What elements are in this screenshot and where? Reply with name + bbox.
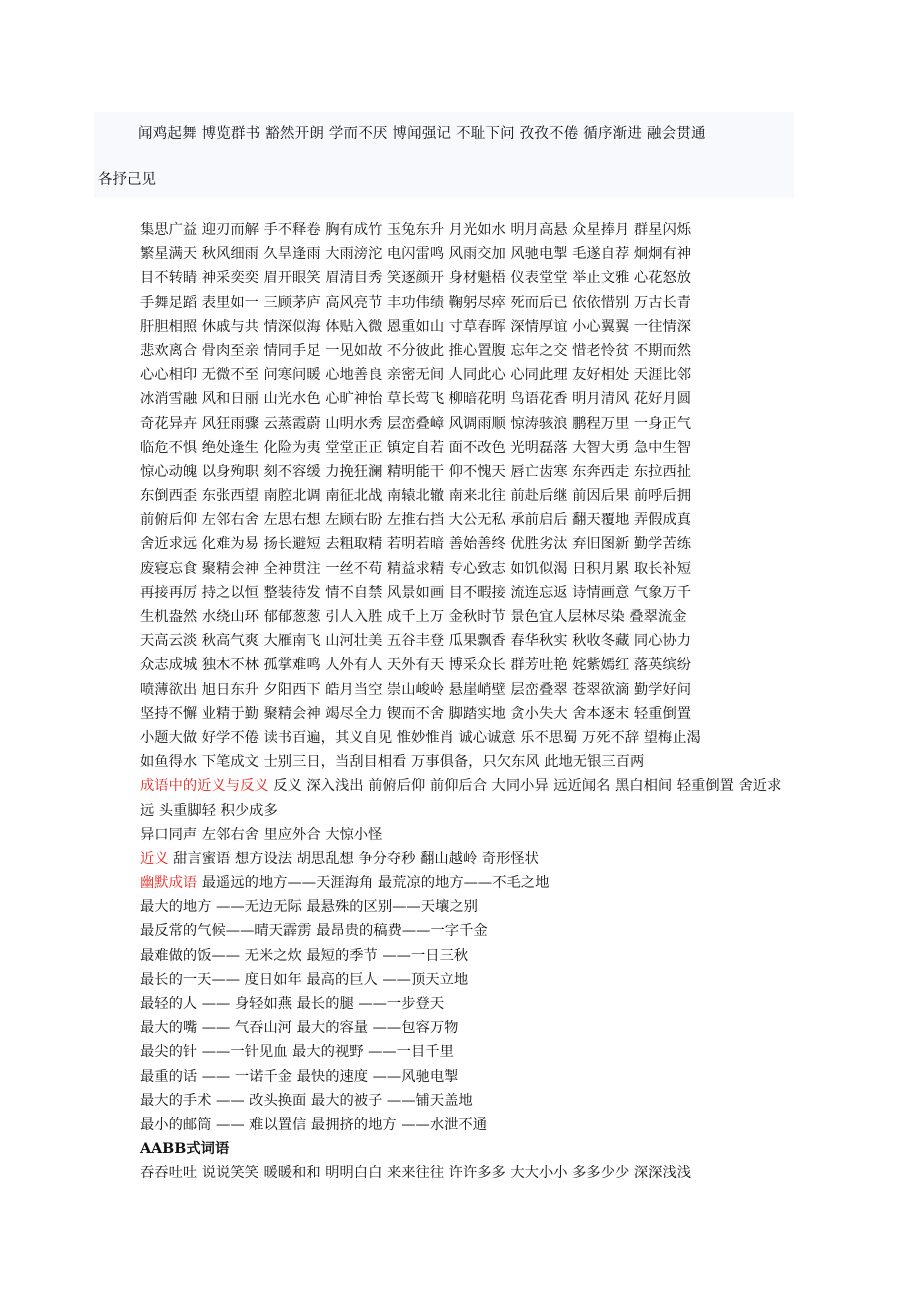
synonym-heading: 近义 [140, 850, 169, 867]
idiom-line: 再接再厉 持之以恒 整装待发 情不自禁 风景如画 目不暇接 流连忘返 诗情画意 气象万千 [140, 584, 692, 601]
idiom-line: 前俯后仰 左邻右舍 左思右想 左顾右盼 左推右挡 大公无私 承前启后 翻天覆地 弄假成真 [140, 512, 692, 529]
idiom-line: 众志成城 独木不林 孤掌难鸣 人外有人 天外有天 博采众长 群芳吐艳 姹紫嫣红 落英缤纷 [140, 657, 692, 674]
synonym-text: 甜言蜜语 想方设法 胡思乱想 争分夺秒 翻山越岭 奇形怪状 [168, 850, 539, 867]
idiom-list [140, 218, 795, 774]
humor-line: 最大的嘴 —— 气吞山河 最大的容量 ——包容万物 [140, 1020, 459, 1037]
humor-line: 最反常的气候——晴天霹雳 最昂贵的稿费——一字千金 [140, 923, 488, 940]
humor-heading: 幽默成语 [140, 875, 198, 892]
humor-text: 最遥远的地方——天涯海角 最荒凉的地方——不毛之地 [197, 875, 550, 892]
idiom-line: 心心相印 无微不至 问寒问暖 心地善良 亲密无间 人同此心 心同此理 友好相处 天涯比邻 [140, 367, 692, 384]
idiom-line: 手舞足蹈 表里如一 三顾茅庐 高风亮节 丰功伟绩 鞠躬尽瘁 死而后已 依依惜别 万古长青 [140, 294, 692, 311]
idiom-line: 坚持不懈 业精于勤 聚精会神 竭尽全力 锲而不舍 脚踏实地 贪小失大 舍本逐末 轻重倒置 [140, 705, 692, 722]
aabb-line: 吞吞吐吐 说说笑笑 暖暖和和 明明白白 来来往往 许许多多 大大小小 多多少少 深深浅浅 [140, 1165, 692, 1182]
humor-line: 最小的邮筒 —— 难以置信 最拥挤的地方 ——水泄不通 [140, 1116, 488, 1133]
humor-line: 最大的地方 ——无边无际 最悬殊的区别——天壤之别 [140, 899, 478, 916]
idiom-line: 奇花异卉 风狂雨骤 云蒸霞蔚 山明水秀 层峦叠嶂 风调雨顺 惊涛骇浪 鹏程万里 一身正气 [140, 415, 692, 432]
humor-line: 最长的一天—— 度日如年 最高的巨人 ——顶天立地 [140, 971, 469, 988]
humor-line: 最尖的针 ——一针见血 最大的视野 ——一目千里 [140, 1044, 454, 1061]
idiom-line: 目不转睛 神采奕奕 眉开眼笑 眉清目秀 笑逐颜开 身材魁梧 仪表堂堂 举止文雅 心花怒放 [140, 270, 692, 287]
antonym-heading: 成语中的近义与反义 [140, 778, 269, 795]
idiom-line: 肝胆相照 休戚与共 情深似海 体贴入微 恩重如山 寸草春晖 深情厚谊 小心翼翼 一往情深 [140, 318, 692, 335]
humor-line: 最重的话 —— 一诺千金 最快的速度 ——风驰电掣 [140, 1068, 459, 1085]
humor-list [140, 895, 795, 1137]
document-body [140, 218, 795, 1186]
synonym-paragraph [140, 847, 795, 871]
idiom-line: 天高云淡 秋高气爽 大雁南飞 山河壮美 五谷丰登 瓜果飘香 春华秋实 秋收冬藏 同心协力 [140, 633, 692, 650]
antonym-text: 反义 深入浅出 前俯后仰 前仰后合 大同小异 远近闻名 黑白相间 轻重倒置 舍近求远 头重脚轻 积少成多 [140, 778, 782, 819]
humor-line: 最难做的饭—— 无米之炊 最短的季节 ——一日三秋 [140, 947, 469, 964]
idiom-line: 生机盎然 水绕山环 郁郁葱葱 引人入胜 成千上万 金秋时节 景色宜人层林尽染 叠翠流金 [140, 609, 687, 625]
idiom-line: 集思广益 迎刃而解 手不释卷 胸有成竹 玉兔东升 月光如水 明月高悬 众星捧月 群星闪烁 [140, 222, 692, 238]
idiom-line: 小题大做 好学不倦 读书百遍，其义自见 惟妙惟肖 诚心诚意 乐不思蜀 万死不辞 望梅止渴 [140, 729, 701, 746]
idiom-line: 惊心动魄 以身殉职 刻不容缓 力挽狂澜 精明能干 仰不愧天 唇亡齿寒 东奔西走 东拉西扯 [140, 463, 692, 480]
idiom-line: 繁星满天 秋风细雨 久旱逢雨 大雨滂沱 电闪雷鸣 风雨交加 风驰电掣 毛遂自荐 炯炯有神 [140, 246, 692, 263]
idiom-line: 悲欢离合 骨肉至亲 情同手足 一见如故 不分彼此 推心置腹 忘年之交 惜老怜贫 不期而然 [140, 342, 692, 359]
humor-paragraph [140, 871, 795, 895]
aabb-heading: AABB式词语 [140, 1141, 230, 1158]
idiom-line: 临危不惧 绝处逢生 化险为夷 堂堂正正 镇定自若 面不改色 光明磊落 大智大勇 急中生智 [140, 439, 692, 456]
idiom-line: 东倒西歪 东张西望 南腔北调 南征北战 南辕北辙 南来北往 前赴后继 前因后果 前呼后拥 [140, 488, 692, 505]
antonym-paragraph [140, 774, 795, 822]
idiom-line: 如鱼得水 下笔成文 士别三日，当刮目相看 万事俱备，只欠东风 此地无银三百两 [140, 754, 645, 771]
idiom-line: 喷薄欲出 旭日东升 夕阳西下 皓月当空 崇山峻岭 悬崖峭壁 层峦叠翠 苍翠欲滴 勤学好问 [140, 681, 692, 698]
idiom-line: 废寝忘食 聚精会神 全神贯注 一丝不苟 精益求精 专心致志 如饥似渴 日积月累 取长补短 [140, 560, 692, 577]
idiom-line: 冰消雪融 风和日丽 山光水色 心旷神怡 草长莺飞 柳暗花明 鸟语花香 明月清风 花好月圆 [140, 391, 692, 408]
shaded-line-2: 各抒己见 [98, 172, 156, 188]
humor-line: 最大的手术 —— 改头换面 最大的被子 ——铺天盖地 [140, 1092, 473, 1109]
shaded-idiom-block [94, 112, 794, 198]
shaded-line-1: 闻鸡起舞 博览群书 豁然开朗 学而不厌 博闻强记 不耻下问 孜孜不倦 循序渐进 融会贯通 [138, 126, 706, 142]
humor-line: 最轻的人 —— 身轻如燕 最长的腿 ——一步登天 [140, 996, 445, 1013]
antonym-line-2: 异口同声 左邻右舍 里应外合 大惊小怪 [140, 826, 383, 843]
idiom-line: 舍近求远 化难为易 扬长避短 去粗取精 若明若暗 善始善终 优胜劣汰 弃旧图新 勤学苦练 [140, 536, 692, 553]
